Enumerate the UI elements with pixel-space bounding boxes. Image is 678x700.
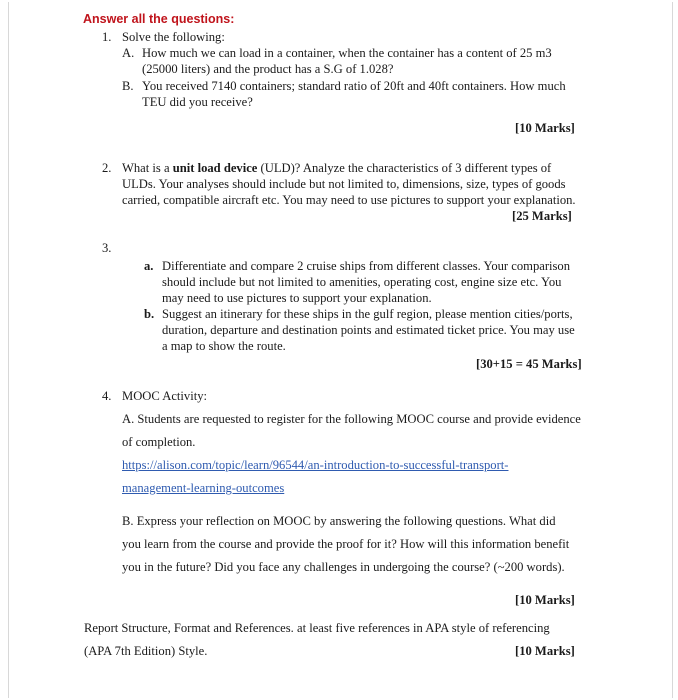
q1-b-line2: TEU did you receive?: [142, 95, 253, 109]
q2-line2: ULDs. Your analyses should include but not limited to, dimensions, size, types of goods: [122, 177, 566, 191]
q3-b-line1: Suggest an itinerary for these ships in the gulf region, please mention cities/ports,: [162, 307, 573, 321]
q1-b-label: B.: [122, 79, 134, 93]
q3-marks: [30+15 = 45 Marks]: [476, 357, 582, 371]
report-line1: Report Structure, Format and References. at least five references in APA style of referencing: [84, 621, 550, 635]
q4-a-line1: A. Students are requested to register for the following MOOC course and provide evidence: [122, 412, 581, 426]
q3-a-label: a.: [144, 259, 154, 273]
mooc-link-line1[interactable]: https://alison.com/topic/learn/96544/an-introduction-to-successful-transport-: [122, 458, 509, 472]
q4-b-line1: B. Express your reflection on MOOC by answering the following questions. What did: [122, 514, 556, 528]
q3-a-line2: should include but not limited to amenities, operating cost, engine size etc. You: [162, 275, 562, 289]
q3-a-line1: Differentiate and compare 2 cruise ships from different classes. Your comparison: [162, 259, 571, 273]
q2-line3: carried, compatible aircraft etc. You may need to use pictures to support your explanation.: [122, 193, 576, 207]
q1-marks: [10 Marks]: [515, 121, 575, 135]
q3-b-line2: duration, departure and destination points and estimated ticket price. You may use: [162, 323, 575, 337]
q2-marks: [25 Marks]: [512, 209, 572, 223]
q3-b-line3: a map to show the route.: [162, 339, 286, 353]
q3-b-label: b.: [144, 307, 155, 321]
q2-line1: [122, 160, 551, 176]
q4-b-line3: you in the future? Did you face any challenges in undergoing the course? (~200 words).: [122, 560, 565, 574]
q2-line1-post: (ULD)? Analyze the characteristics of 3 different types of: [257, 161, 552, 175]
report-line2: (APA 7th Edition) Style.: [84, 644, 208, 658]
q1-number: 1.: [102, 30, 112, 44]
q1-title: Solve the following:: [122, 30, 225, 44]
q4-a-line2: of completion.: [122, 435, 196, 449]
q2-line1-pre: What is a: [122, 161, 173, 175]
q4-marks: [10 Marks]: [515, 593, 575, 607]
q2-term-uld: unit load device: [172, 161, 258, 175]
mooc-link-line2[interactable]: management-learning-outcomes: [122, 481, 285, 495]
q2-number: 2.: [102, 161, 112, 175]
q4-b-line2: you learn from the course and provide the proof for it? How will this information benefit: [122, 537, 570, 551]
report-marks: [10 Marks]: [515, 644, 575, 658]
q4-title: MOOC Activity:: [122, 389, 208, 403]
q1-b-line1: You received 7140 containers; standard ratio of 20ft and 40ft containers. How much: [142, 79, 566, 93]
q1-a-line2: (25000 liters) and the product has a S.G of 1.028?: [142, 62, 394, 76]
page-heading: Answer all the questions:: [83, 12, 235, 26]
q3-number: 3.: [102, 241, 112, 255]
q4-number: 4.: [102, 389, 112, 403]
q1-a-label: A.: [122, 46, 135, 60]
q1-a-line1: How much we can load in a container, when the container has a content of 25 m3: [142, 46, 552, 60]
q3-a-line3: may need to use pictures to support your explanation.: [162, 291, 432, 305]
